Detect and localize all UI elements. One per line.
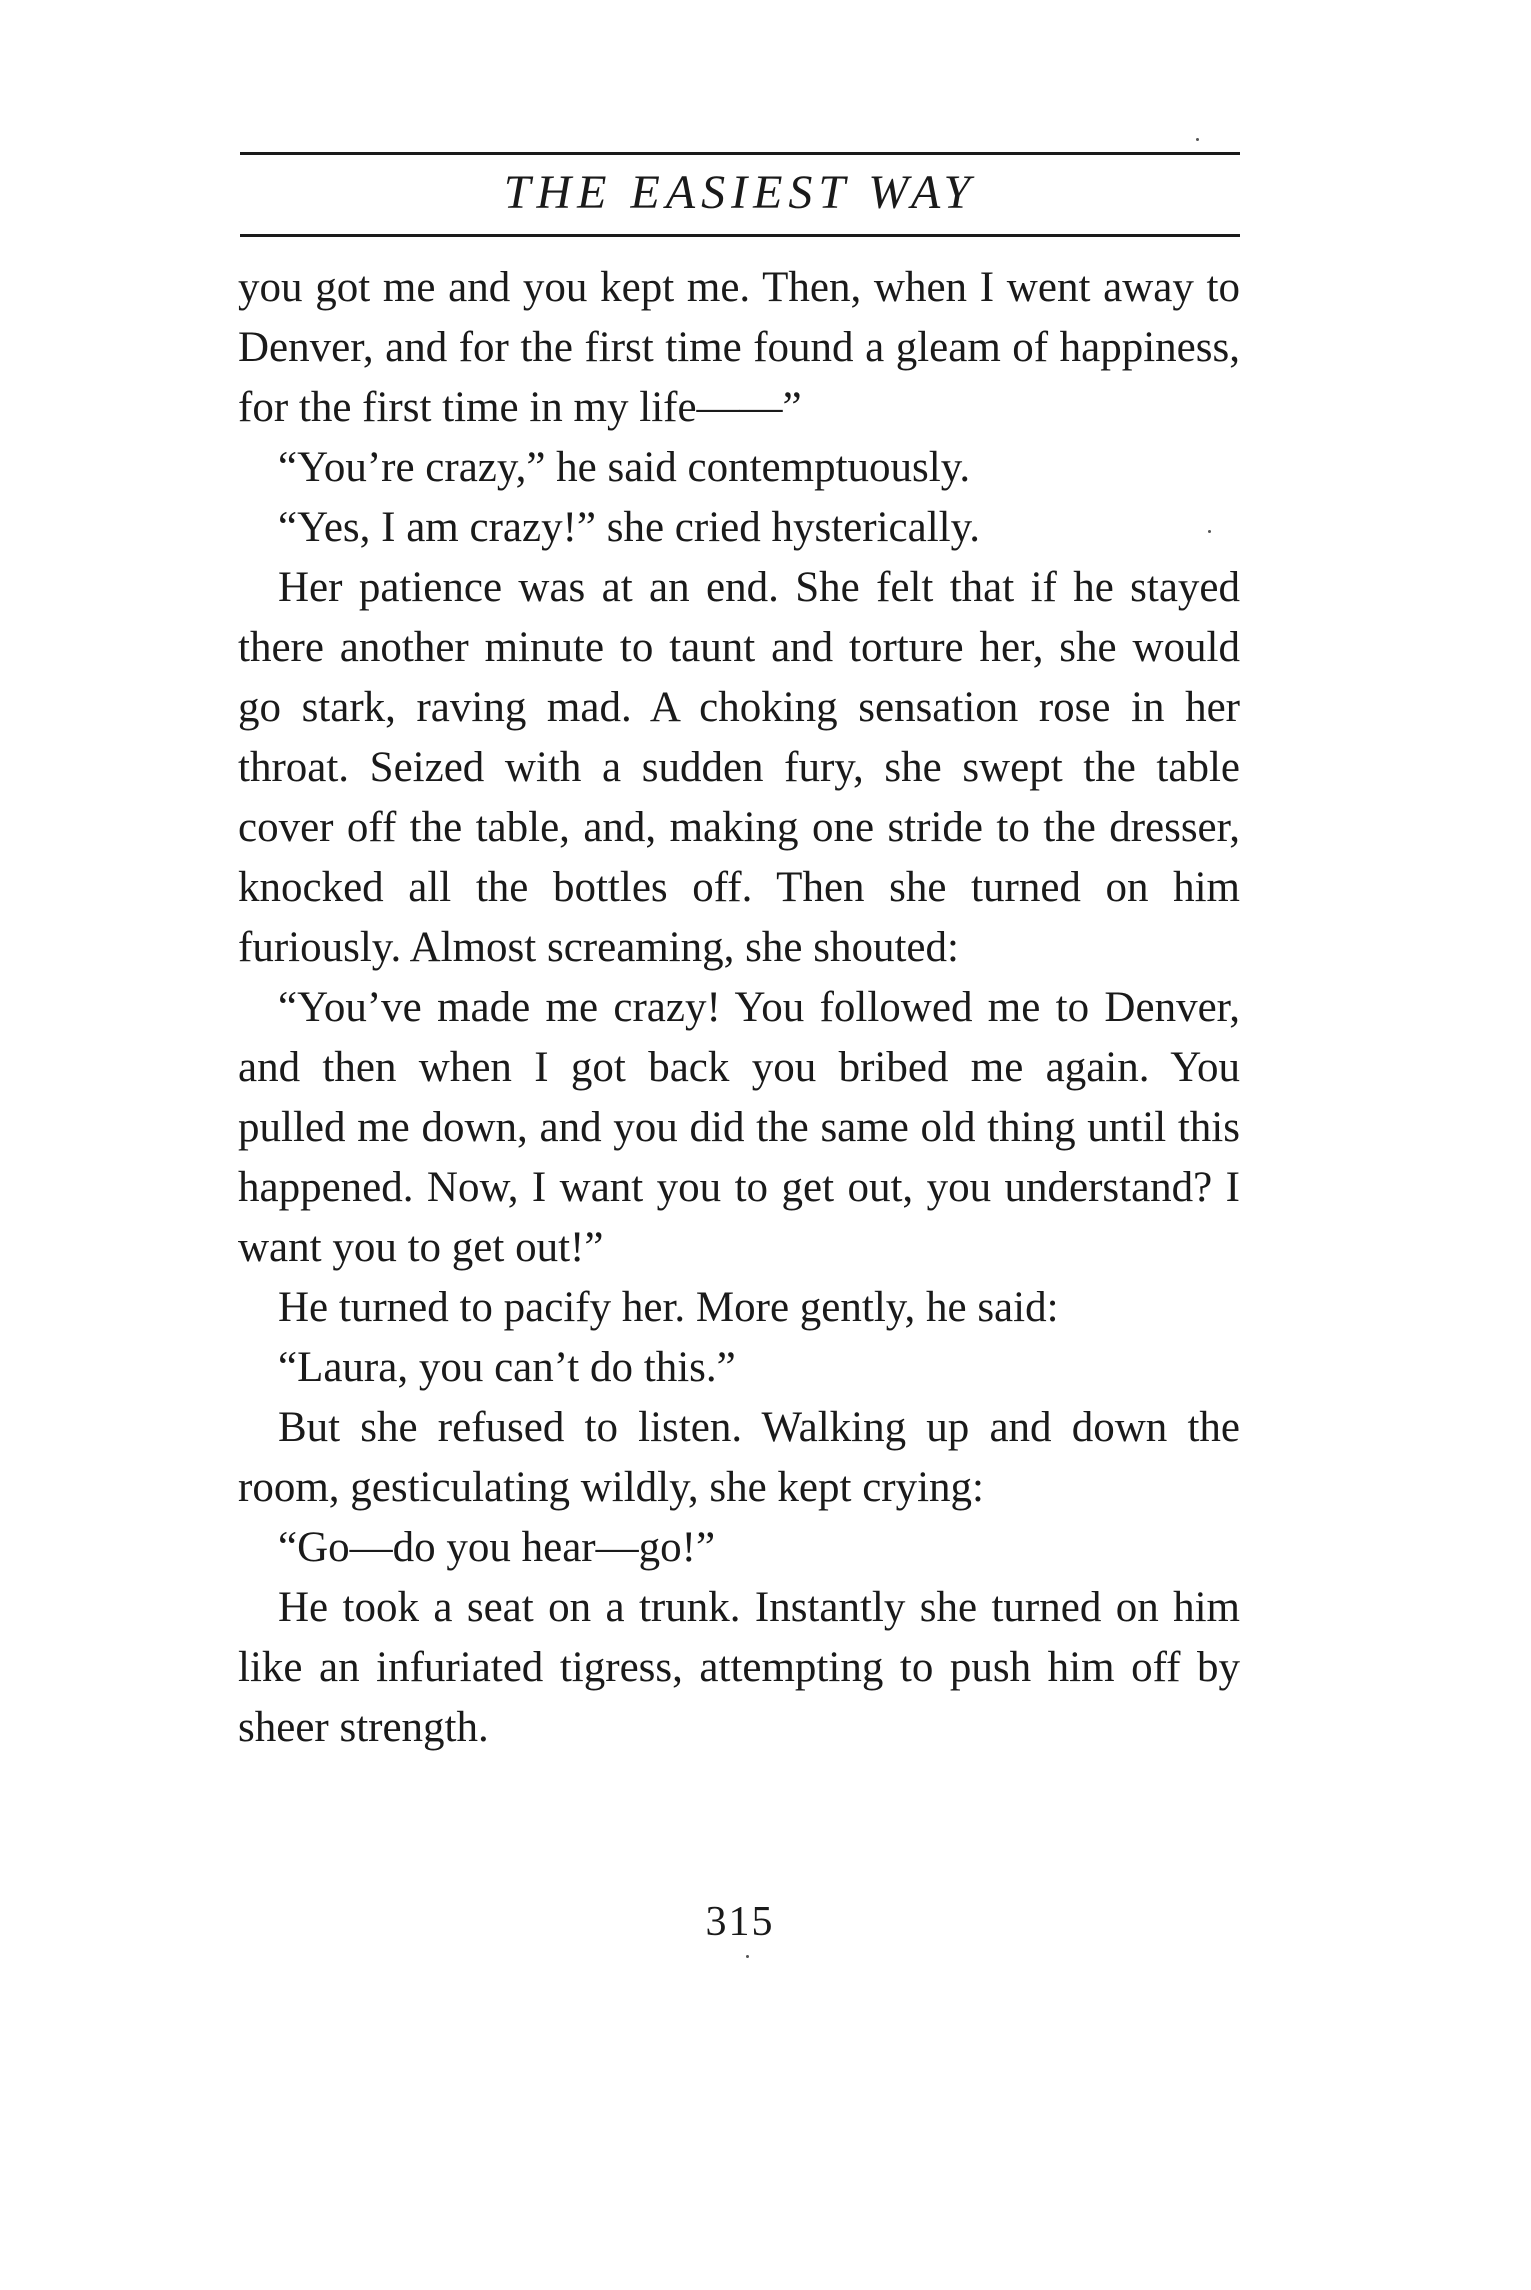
- paragraph: “Yes, I am crazy!” she cried hysterically.: [278, 504, 981, 551]
- paragraph: “Go—do you hear—go!”: [278, 1524, 716, 1571]
- paragraph: But she refused to listen. Walking up and down the room, gesticulating wildly, she kept crying:: [238, 1404, 1240, 1511]
- paragraph: “You’re crazy,” he said contemptuously.: [278, 444, 971, 491]
- paragraph: He took a seat on a trunk. Instantly she turned on him like an infuriated tigress, attempting to push him off by sheer strength.: [238, 1584, 1240, 1751]
- header-rule-top: [240, 152, 1240, 155]
- header-rule-bottom: [240, 234, 1240, 237]
- print-speck: [746, 1955, 749, 1958]
- body-text: [238, 258, 1240, 1758]
- print-speck: [1196, 138, 1199, 141]
- paragraph: “Laura, you can’t do this.”: [278, 1344, 736, 1391]
- paragraph: He turned to pacify her. More gently, he said:: [278, 1284, 1059, 1331]
- running-head: THE EASIEST WAY: [503, 166, 977, 219]
- print-speck: [1208, 530, 1211, 533]
- paragraph: Her patience was at an end. She felt that if he stayed there another minute to taunt and torture her, she would go stark, raving mad. A choking sensation rose in her throat. Seized with a sudden fury, she swept the table cover off the table, and, making one stride to the dresser, knocked all the bottles off. Then she turned on him furiously. Almost screaming, she shouted:: [238, 564, 1240, 971]
- paragraph: “You’ve made me crazy! You followed me to Denver, and then when I got back you bribed me again. You pulled me down, and you did the same old thing until this happened. Now, I want you to get out, you understand? I want you to get out!”: [238, 984, 1240, 1271]
- page-number: 315: [705, 1899, 775, 1945]
- paragraph: you got me and you kept me. Then, when I went away to Denver, and for the first time found a gleam of happiness, for the first time in my life——”: [238, 264, 1240, 431]
